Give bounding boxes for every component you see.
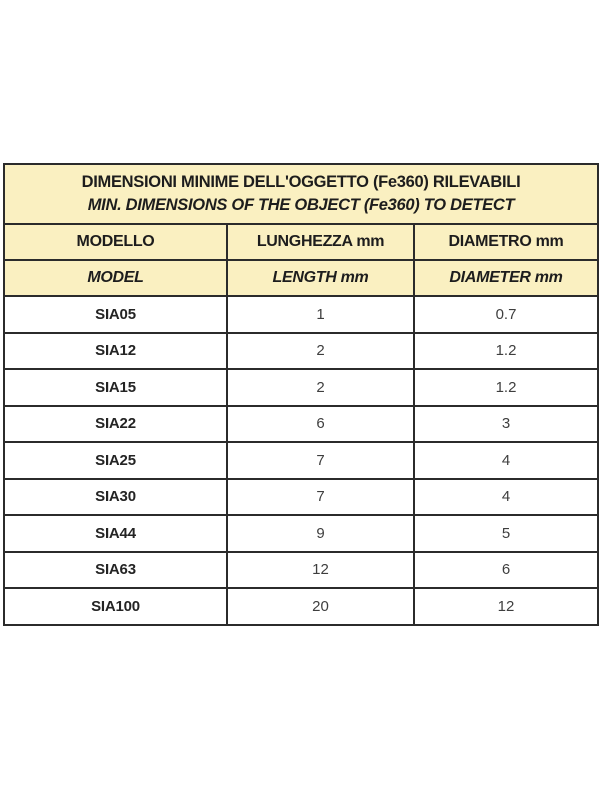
- column-header-diametro: DIAMETRO mm: [414, 224, 598, 260]
- diameter-cell: 5: [414, 515, 598, 552]
- model-cell: SIA44: [4, 515, 227, 552]
- table-title-row: [4, 164, 598, 224]
- column-header-model: MODEL: [4, 260, 227, 296]
- length-cell: 6: [227, 406, 414, 443]
- table-row: [4, 406, 598, 443]
- model-cell: SIA63: [4, 552, 227, 589]
- table-row: [4, 442, 598, 479]
- header-row-english: [4, 260, 598, 296]
- length-cell: 12: [227, 552, 414, 589]
- diameter-cell: 1.2: [414, 333, 598, 370]
- diameter-cell: 0.7: [414, 296, 598, 333]
- header-row-italian: [4, 224, 598, 260]
- column-header-length: LENGTH mm: [227, 260, 414, 296]
- diameter-cell: 4: [414, 479, 598, 516]
- length-cell: 2: [227, 369, 414, 406]
- length-cell: 7: [227, 442, 414, 479]
- table-title-english: MIN. DIMENSIONS OF THE OBJECT (Fe360) TO DETECT: [87, 196, 515, 214]
- column-header-modello: MODELLO: [4, 224, 227, 260]
- table-title-italian: DIMENSIONI MINIME DELL'OGGETTO (Fe360) RILEVABILI: [81, 173, 521, 191]
- table-row: [4, 552, 598, 589]
- model-cell: SIA15: [4, 369, 227, 406]
- table-row: [4, 479, 598, 516]
- table-row: [4, 515, 598, 552]
- model-cell: SIA12: [4, 333, 227, 370]
- model-cell: SIA22: [4, 406, 227, 443]
- length-cell: 2: [227, 333, 414, 370]
- min-dimensions-table: [3, 163, 599, 626]
- table-row: [4, 333, 598, 370]
- table-row: [4, 369, 598, 406]
- diameter-cell: 3: [414, 406, 598, 443]
- table-row: [4, 588, 598, 625]
- length-cell: 20: [227, 588, 414, 625]
- diameter-cell: 6: [414, 552, 598, 589]
- diameter-cell: 12: [414, 588, 598, 625]
- table-title-cell: [4, 164, 598, 224]
- table-row: [4, 296, 598, 333]
- length-cell: 1: [227, 296, 414, 333]
- model-cell: SIA30: [4, 479, 227, 516]
- column-header-diameter: DIAMETER mm: [414, 260, 598, 296]
- length-cell: 9: [227, 515, 414, 552]
- length-cell: 7: [227, 479, 414, 516]
- diameter-cell: 4: [414, 442, 598, 479]
- model-cell: SIA100: [4, 588, 227, 625]
- model-cell: SIA25: [4, 442, 227, 479]
- model-cell: SIA05: [4, 296, 227, 333]
- column-header-lunghezza: LUNGHEZZA mm: [227, 224, 414, 260]
- diameter-cell: 1.2: [414, 369, 598, 406]
